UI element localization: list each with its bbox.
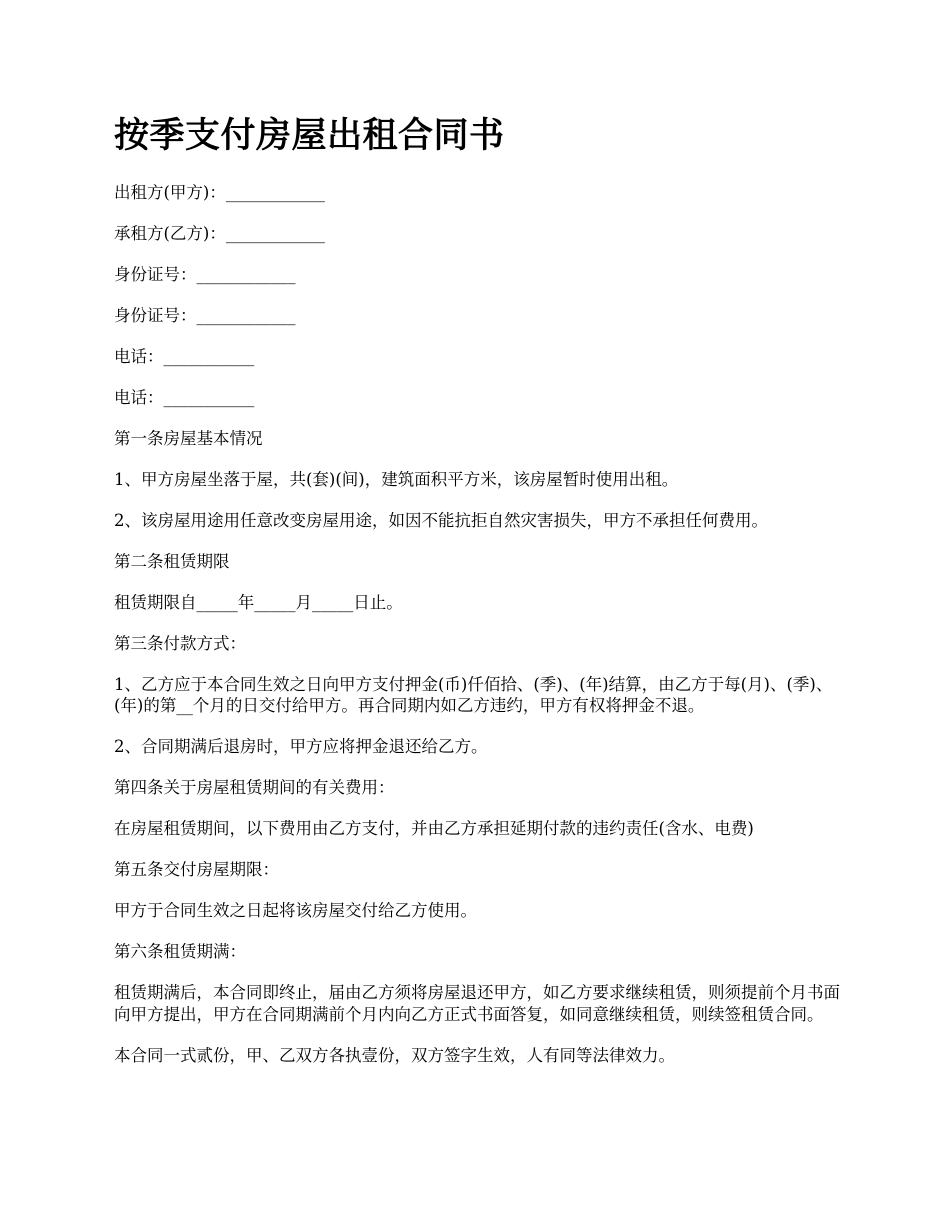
document-page bbox=[114, 112, 844, 1086]
article-3-heading: 第三条付款方式： bbox=[114, 633, 246, 653]
lessee-field: 承租方(乙方)：____________ bbox=[114, 223, 325, 243]
article-2-heading: 第二条租赁期限 bbox=[114, 551, 230, 571]
article-6-text: 租赁期满后，本合同即终止，届由乙方须将房屋退还甲方，如乙方要求继续租赁，则须提前个月书面向甲方提出，甲方在合同期满前个月内向乙方正式书面答复，如同意继续租赁，则续签租赁合同。 bbox=[114, 983, 840, 1024]
article-1-clause-2: 2、该房屋用途用任意改变房屋用途，如因不能抗拒自然灾害损失，甲方不承担任何费用。 bbox=[114, 510, 768, 530]
article-5-text: 甲方于合同生效之日起将该房屋交付给乙方使用。 bbox=[114, 901, 477, 921]
id-number-field-a: 身份证号：____________ bbox=[114, 264, 296, 284]
article-5-heading: 第五条交付房屋期限： bbox=[114, 860, 279, 880]
lessor-field: 出租方(甲方)：____________ bbox=[114, 183, 325, 202]
article-3-clause-1: 1、乙方应于本合同生效之日向甲方支付押金(币)仟佰拾、(季)、(年)结算，由乙方于每(月)、(季)、(年)的第__个月的日交付给甲方。再合同期内如乙方违约，甲方有权将押金不退。 bbox=[114, 674, 833, 716]
phone-field-b: 电话：___________ bbox=[114, 387, 255, 407]
article-6-heading: 第六条租赁期满： bbox=[114, 942, 246, 962]
phone-field-a: 电话：___________ bbox=[114, 346, 255, 366]
document-title: 按季支付房屋出租合同书 bbox=[114, 115, 505, 156]
id-number-field-b: 身份证号：____________ bbox=[114, 305, 296, 325]
article-1-clause-1: 1、甲方房屋坐落于屋，共(套)(间)，建筑面积平方米，该房屋暂时使用出租。 bbox=[114, 469, 679, 489]
article-1-heading: 第一条房屋基本情况 bbox=[114, 428, 263, 448]
lease-term-text: 租赁期限自_____年_____月_____日止。 bbox=[114, 592, 403, 612]
article-3-clause-2: 2、合同期满后退房时，甲方应将押金退还给乙方。 bbox=[114, 737, 488, 757]
article-4-text: 在房屋租赁期间，以下费用由乙方支付，并由乙方承担延期付款的违约责任(含水、电费) bbox=[114, 819, 754, 839]
article-4-heading: 第四条关于房屋租赁期间的有关费用： bbox=[114, 778, 395, 798]
closing-clause: 本合同一式贰份，甲、乙双方各执壹份，双方签字生效，人有同等法律效力。 bbox=[114, 1045, 675, 1065]
